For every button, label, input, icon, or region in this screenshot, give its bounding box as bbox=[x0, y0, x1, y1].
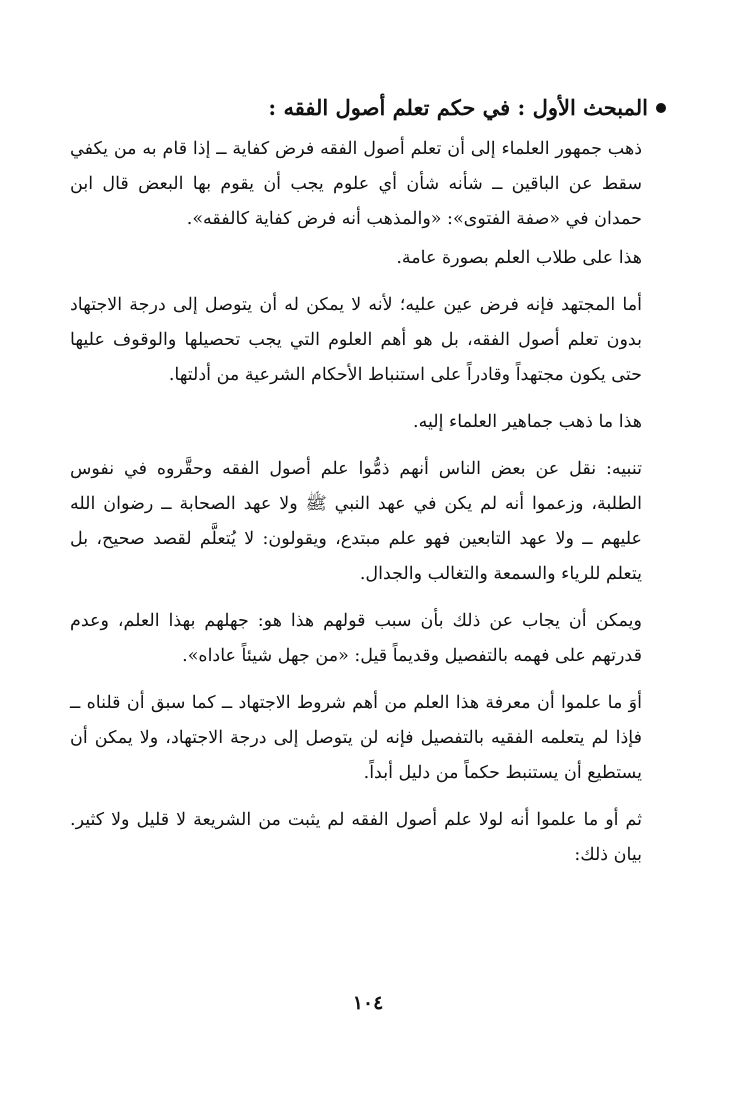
page-body bbox=[70, 88, 666, 873]
bullet-icon bbox=[656, 103, 666, 113]
paragraph-3: أما المجتهد فإنه فرض عين عليه؛ لأنه لا يمكن له أن يتوصل إلى درجة الاجتهاد بدون تعلم أصول الفقه، بل هو أهم العلوم التي يجب تحصيلها والوقوف عليها حتى يكون مجتهداً وقادراً على استنباط الأحكام الشرعية من أدلتها. bbox=[70, 295, 642, 385]
page-number: ١٠٤ bbox=[352, 992, 384, 1014]
section-heading-text: المبحث الأول : في حكم تعلم أصول الفقه : bbox=[268, 95, 648, 120]
paragraph-7: أوَ ما علموا أن معرفة هذا العلم من أهم شروط الاجتهاد ــ كما سبق أن قلناه ــ فإذا لم يتعلمه الفقيه بالتفصيل فإنه لن يتوصل إلى درجة الاجتهاد، ولا يمكن أن يستطيع أن يستنبط حكماً من دليل أبداً. bbox=[70, 693, 642, 783]
paragraph-8: ثم أو ما علموا أنه لولا علم أصول الفقه لم يثبت من الشريعة لا قليل ولا كثير. بيان ذلك: bbox=[70, 810, 642, 865]
paragraph-1: ذهب جمهور العلماء إلى أن تعلم أصول الفقه فرض كفاية ــ إذا قام به من يكفي سقط عن الباقين ــ شأنه شأن أي علوم يجب أن يقوم بها البعض قال ابن حمدان في «صفة الفتوى»: «والمذهب أنه فرض كفاية كالفقه». bbox=[70, 139, 642, 229]
paragraph-2: هذا على طلاب العلم بصورة عامة. bbox=[396, 248, 642, 268]
paragraph-5: تنبيه: نقل عن بعض الناس أنهم ذمُّوا علم أصول الفقه وحقَّروه في نفوس الطلبة، وزعموا أنه لم يكن في عهد النبي ﷺ ولا عهد الصحابة ــ رضوان الله عليهم ــ ولا عهد التابعين فهو علم مبتدع، ويقولون: لا يُتعلَّم لقصد صحيح، بل يتعلم للرياء والسمعة والتغالب والجدال. bbox=[70, 459, 642, 584]
section-heading bbox=[70, 88, 666, 128]
paragraph-4: هذا ما ذهب جماهير العلماء إليه. bbox=[413, 412, 642, 432]
paragraph-6: ويمكن أن يجاب عن ذلك بأن سبب قولهم هذا هو: جهلهم بهذا العلم، وعدم قدرتهم على فهمه بالتفصيل وقديماً قيل: «من جهل شيئاً عاداه». bbox=[70, 611, 642, 666]
